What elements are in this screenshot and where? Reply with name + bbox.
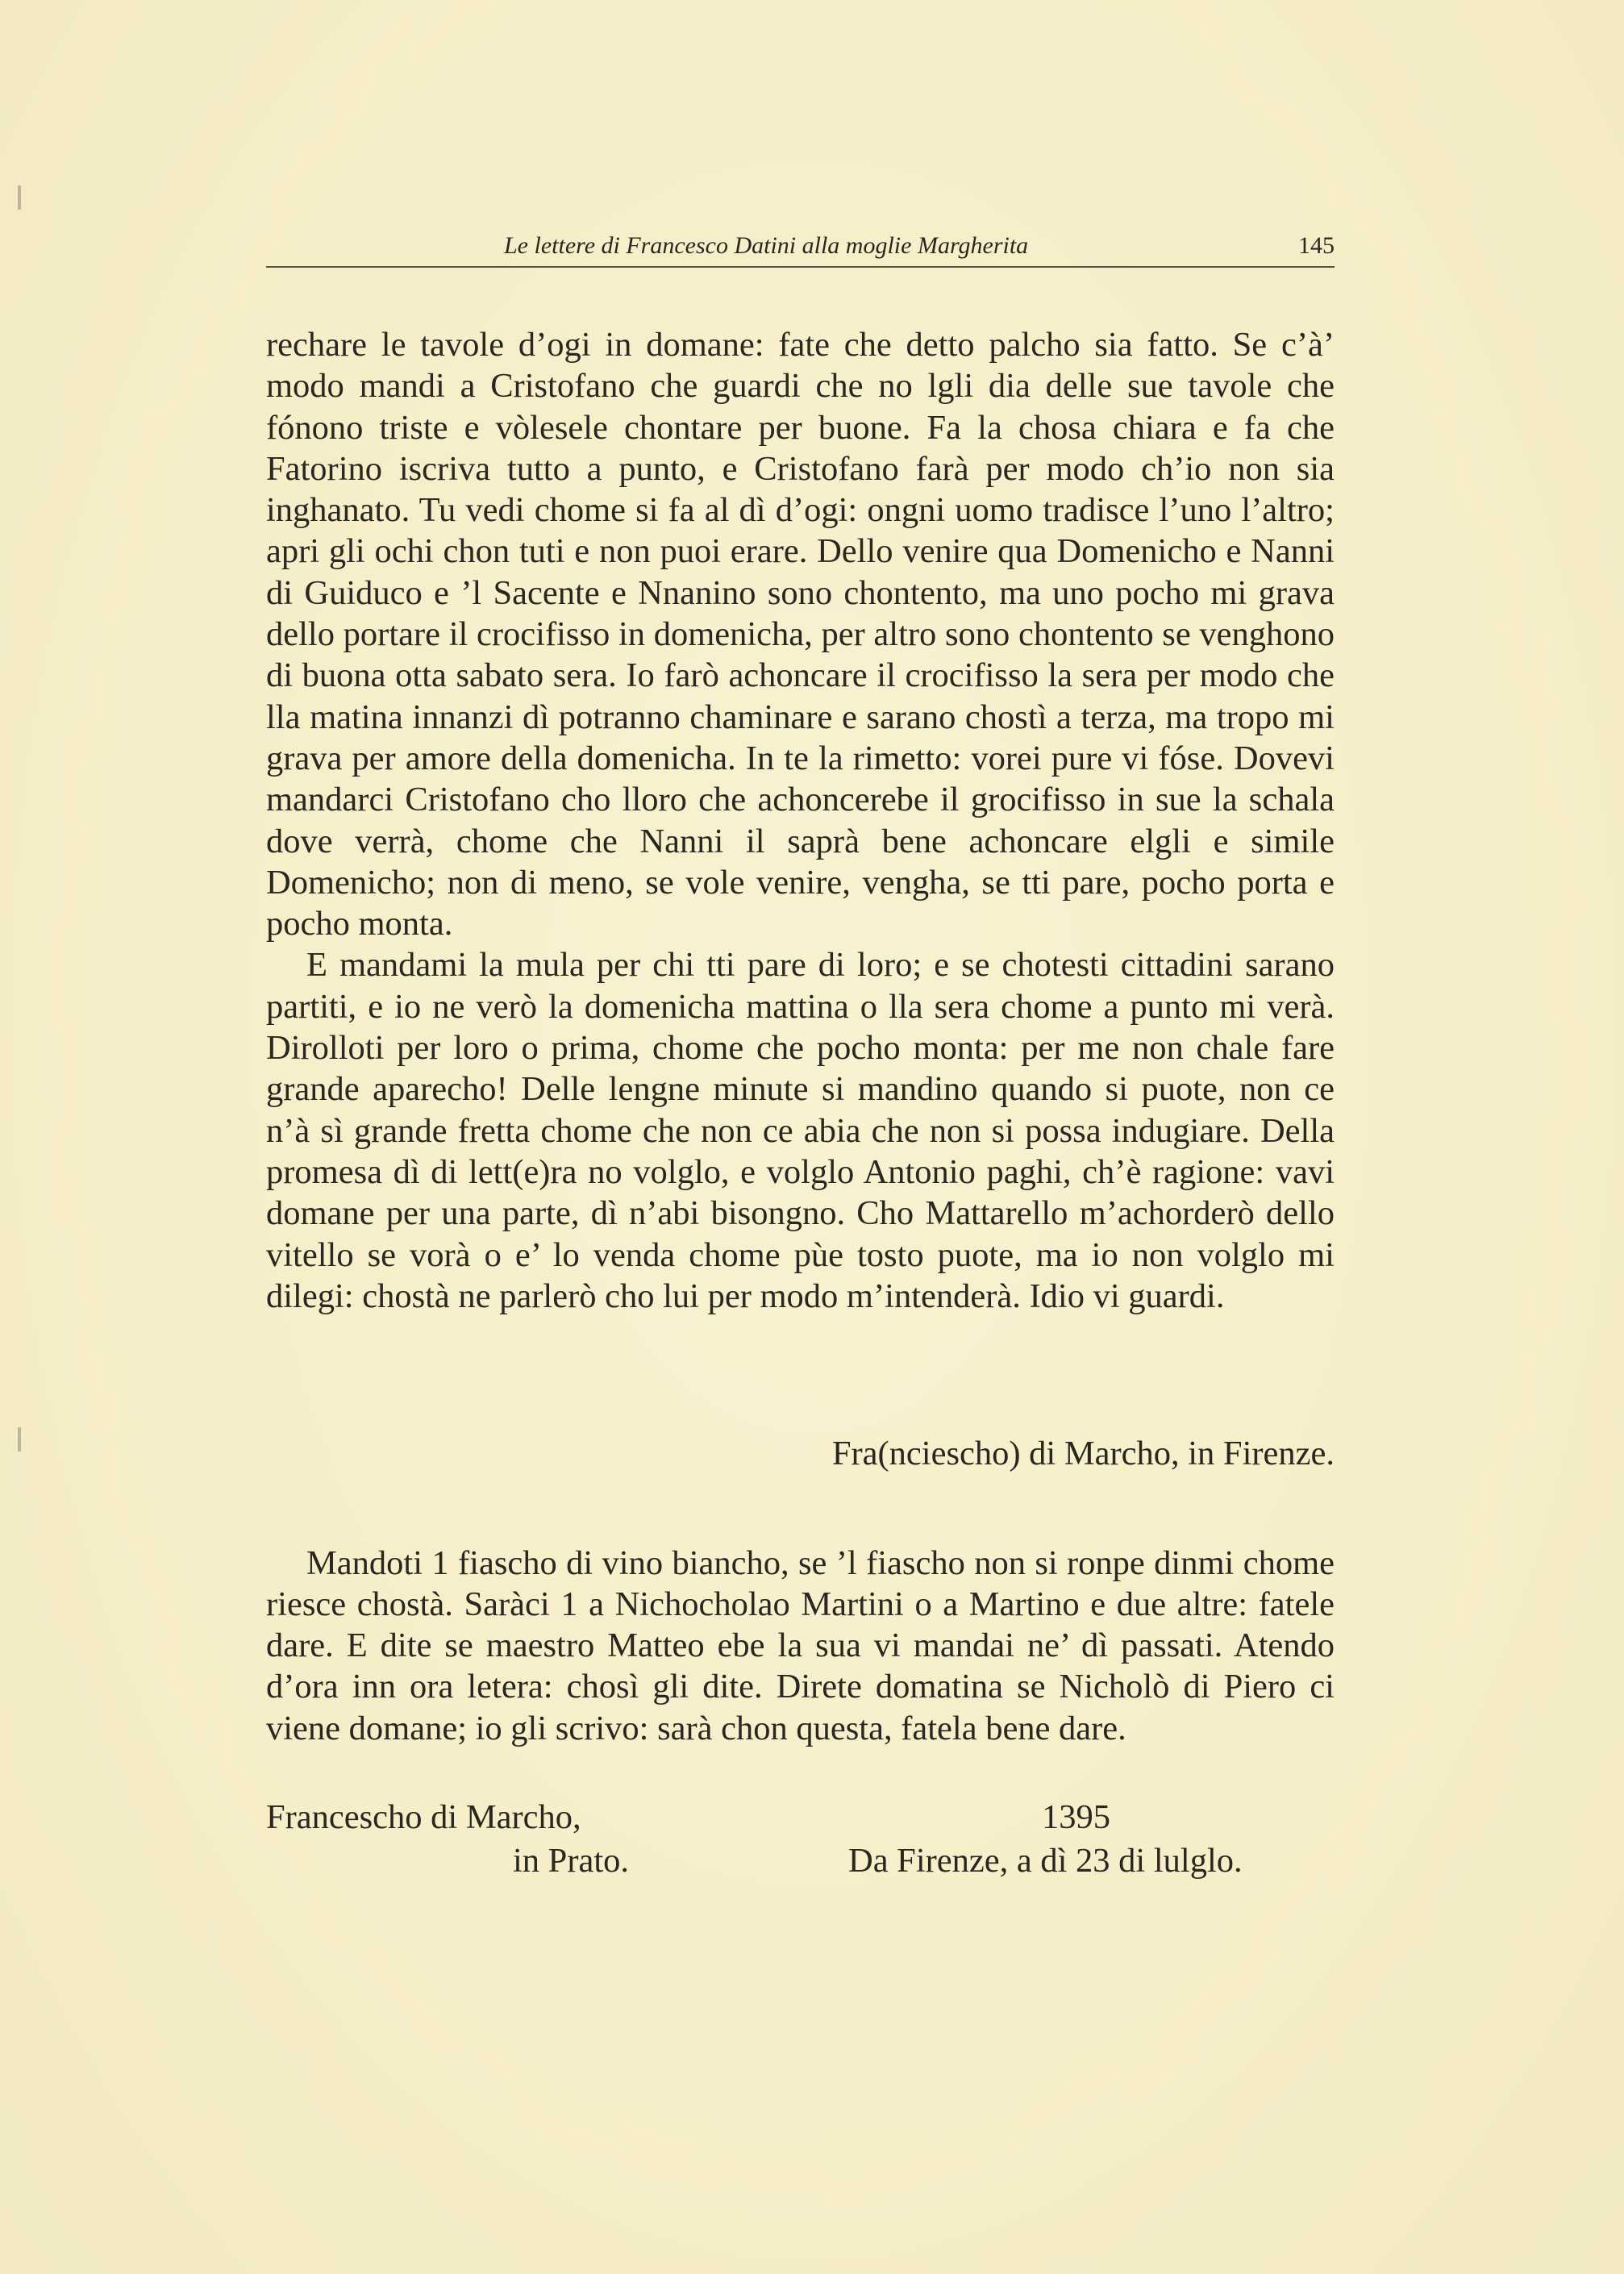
page-edge-mark bbox=[18, 185, 21, 210]
page-number: 145 bbox=[1298, 232, 1335, 259]
addressee-name: Francescho di Marcho, bbox=[266, 1798, 581, 1836]
postscript: Mandoti 1 fiascho di vino biancho, se ’l fiascho non si ronpe dinmi chome riesce chostà. Saràci 1 a Nichocholao Martini o a Martino e due altre: fatele dare. E dite se maestro Matteo ebe la sua vi mandai ne’ dì passati. Atendo d’ora inn ora letera: chosì gli dite. Direte domatina se Nicholò di Piero ci viene domane; io gli scrivo: sarà chon questa, fatela bene dare. bbox=[266, 1543, 1335, 1747]
letter-body bbox=[266, 324, 1335, 1317]
letter-year: 1395 bbox=[1042, 1798, 1110, 1836]
running-head bbox=[266, 232, 1335, 268]
paragraph: E mandami la mula per chi tti pare di loro; e se chotesti cittadini sarano partiti, e io ne verò la domenicha mattina o lla sera chome a punto mi verà. Dirolloti per loro o prima, chome che pocho monta: per me non chale fare grande aparecho! Delle lengne minute si mandino quando si puote, non ce n’à sì grande fretta chome che non ce abia che non si possa indugiare. Della promesa dì di lett(e)ra no volglo, e volglo Antonio paghi, ch’è ragione: vavi domane per una parte, dì n’abi bisongno. Cho Mattarello m’achorderò dello vitello se vorà o e’ lo venda chome pùe tosto puote, ma io non volglo mi dilegi: chostà ne parlerò cho lui per modo m’intenderà. Idio vi guardi. bbox=[266, 946, 1335, 1315]
signature-line: Fra(nciescho) di Marcho, in Firenze. bbox=[831, 1435, 1335, 1472]
letter-place-date: Da Firenze, a dì 23 di lulglo. bbox=[848, 1842, 1243, 1880]
paragraph: rechare le tavole d’ogi in domane: fate che detto palcho sia fatto. Se c’à’ modo mandi a Cristofano che guardi che no lgli dia delle sue tavole che fónono triste e vòlesele chontare per buone. Fa la chosa chiara e fa che Fatorino iscriva tutto a punto, e Cristofano farà per modo ch’io non sia inghanato. Tu vedi chome si fa al dì d’ogi: ongni uomo tradisce l’uno l’altro; apri gli ochi chon tuti e non puoi erare. Dello venire qua Domenicho e Nanni di Guiduco e ’l Sacente e Nnanino sono chontento, ma uno pocho mi grava dello portare il crocifisso in domenicha, per altro sono chontento se venghono di buona otta sabato sera. Io farò achoncare il crocifisso la sera per modo che lla matina innanzi dì potranno chaminare e sarano chostì a terza, ma tropo mi grava per amore della domenicha. In te la rimetto: vorei pure vi fóse. Dovevi mandarci Cristofano cho lloro che achoncerebe il grocifisso in sue la schala dove verrà, chome che Nanni il saprà bene achoncare elgli e simile Domenicho; non di meno, se vole venire, vengha, se tti pare, pocho porta e pocho monta. bbox=[266, 326, 1335, 943]
addressee-place: in Prato. bbox=[513, 1842, 630, 1880]
running-head-title: Le lettere di Francesco Datini alla moglie Margherita bbox=[504, 232, 1029, 259]
page-edge-mark bbox=[18, 1427, 21, 1451]
address-block bbox=[266, 1797, 1335, 1885]
